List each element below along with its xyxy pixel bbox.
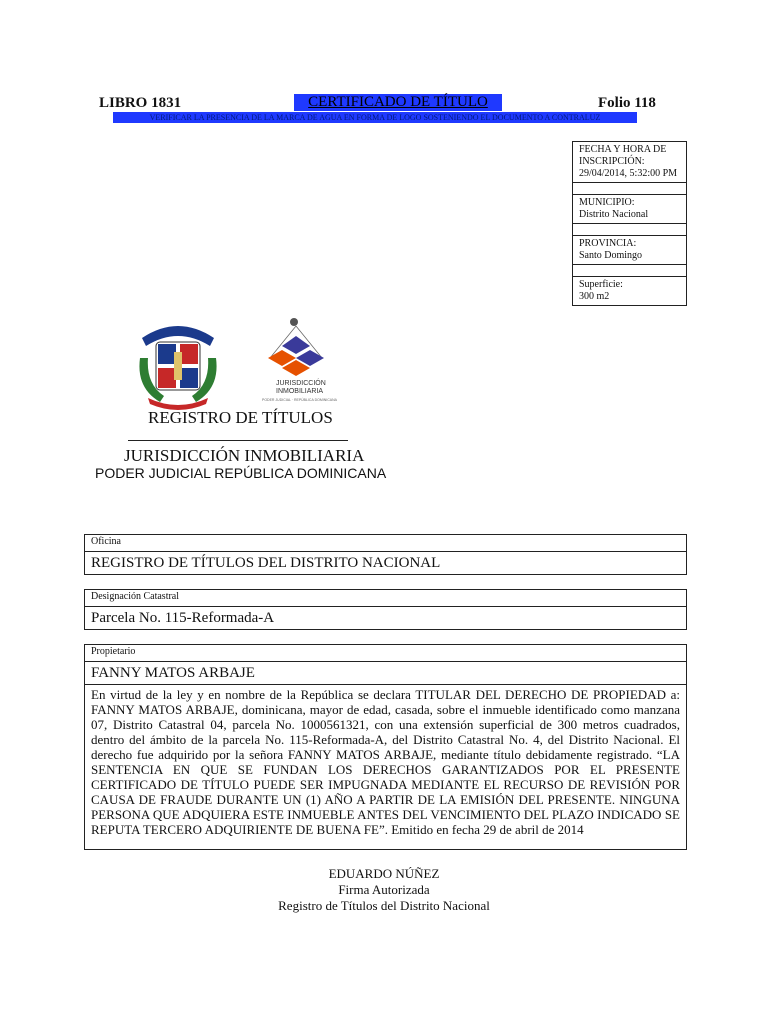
- oficina-box: [84, 534, 687, 575]
- signature-block: [0, 866, 768, 914]
- designacion-box: [84, 589, 687, 630]
- document-title: CERTIFICADO DE TÍTULO: [294, 94, 502, 111]
- signatory-office: Registro de Títulos del Distrito Nacional: [278, 898, 490, 913]
- inscription-table: [572, 141, 687, 306]
- coat-of-arms-logo: [134, 318, 222, 410]
- folio-number: Folio 118: [598, 95, 656, 111]
- jurisdiccion-inmobiliaria-logo: [256, 312, 338, 404]
- fecha-value: 29/04/2014, 5:32:00 PM: [579, 168, 678, 179]
- oficina-value: REGISTRO DE TÍTULOS DEL DISTRITO NACIONAL: [91, 555, 441, 571]
- provincia-value: Santo Domingo: [579, 250, 643, 261]
- designacion-value: Parcela No. 115-Reformada-A: [91, 610, 275, 626]
- poder-judicial-heading: PODER JUDICIAL REPÚBLICA DOMINICANA: [95, 465, 387, 481]
- municipio-value: Distrito Nacional: [579, 209, 649, 220]
- superficie-value: 300 m2: [579, 291, 610, 302]
- oficina-label: Oficina: [85, 535, 686, 552]
- ji-line3: PODER JUDICIAL · REPÚBLICA DOMINICANA: [262, 398, 337, 402]
- heading-divider: [128, 440, 348, 441]
- propietario-label: Propietario: [85, 645, 686, 662]
- certificate-body-text: En virtud de la ley y en nombre de la República se declara TITULAR DEL DERECHO DE PROPIEDAD a: FANNY MATOS ARBAJE, dominicana, mayor de edad, casada, sobre el inmueble identificado como manzana 07, Distrito Catastral 04, parcela No. 1000561321, con una extensión superficial de 300 metros cuadrados, dentro del ámbito de la parcela No. 115-Reformada-A, del Distrito Catastral No. 4, del Distrito Nacional. El derecho fue adquirido por la señora FANNY MATOS ARBAJE, mediante título debidamente registrado. “LA SENTENCIA EN QUE SE FUNDAN LOS DERECHOS GARANTIZADOS POR EL PRESENTE CERTIFICADO DE TÍTULO PUEDE SER IMPUGNADA MEDIANTE EL RECURSO DE REVISIÓN POR CAUSA DE FRAUDE DURANTE UN (1) AÑO A PARTIR DE LA EMISIÓN DEL PRESENTE. NINGUNA PERSONA QUE ADQUIERA ESTE INMUEBLE ANTES DEL VENCIMIENTO DEL PLAZO INDICADO SE REPUTA TERCERO ADQUIRIENTE DE BUENA FE”. Emitido en fecha 29 de abril de 2014: [91, 687, 680, 837]
- propietario-value: FANNY MATOS ARBAJE: [85, 662, 686, 685]
- jurisdiccion-heading: JURISDICCIÓN INMOBILIARIA: [124, 446, 365, 465]
- fecha-label: FECHA Y HORA DE INSCRIPCIÓN:: [579, 144, 667, 167]
- ji-line2: INMOBILIARIA: [276, 388, 324, 395]
- municipio-label: MUNICIPIO:: [579, 197, 635, 208]
- signatory-role: Firma Autorizada: [338, 882, 430, 897]
- designacion-label: Designación Catastral: [85, 590, 686, 607]
- ji-line1: JURISDICCIÓN: [276, 380, 326, 387]
- signatory-name: EDUARDO NÚÑEZ: [328, 866, 440, 881]
- superficie-label: Superficie:: [579, 279, 623, 290]
- propietario-box: [84, 644, 687, 850]
- libro-number: LIBRO 1831: [99, 95, 182, 111]
- registro-heading: REGISTRO DE TÍTULOS: [148, 408, 333, 427]
- watermark-notice: VERIFICAR LA PRESENCIA DE LA MARCA DE AGUA EN FORMA DE LOGO SOSTENIENDO EL DOCUMENTO A CONTRALUZ: [113, 112, 637, 123]
- provincia-label: PROVINCIA:: [579, 238, 637, 249]
